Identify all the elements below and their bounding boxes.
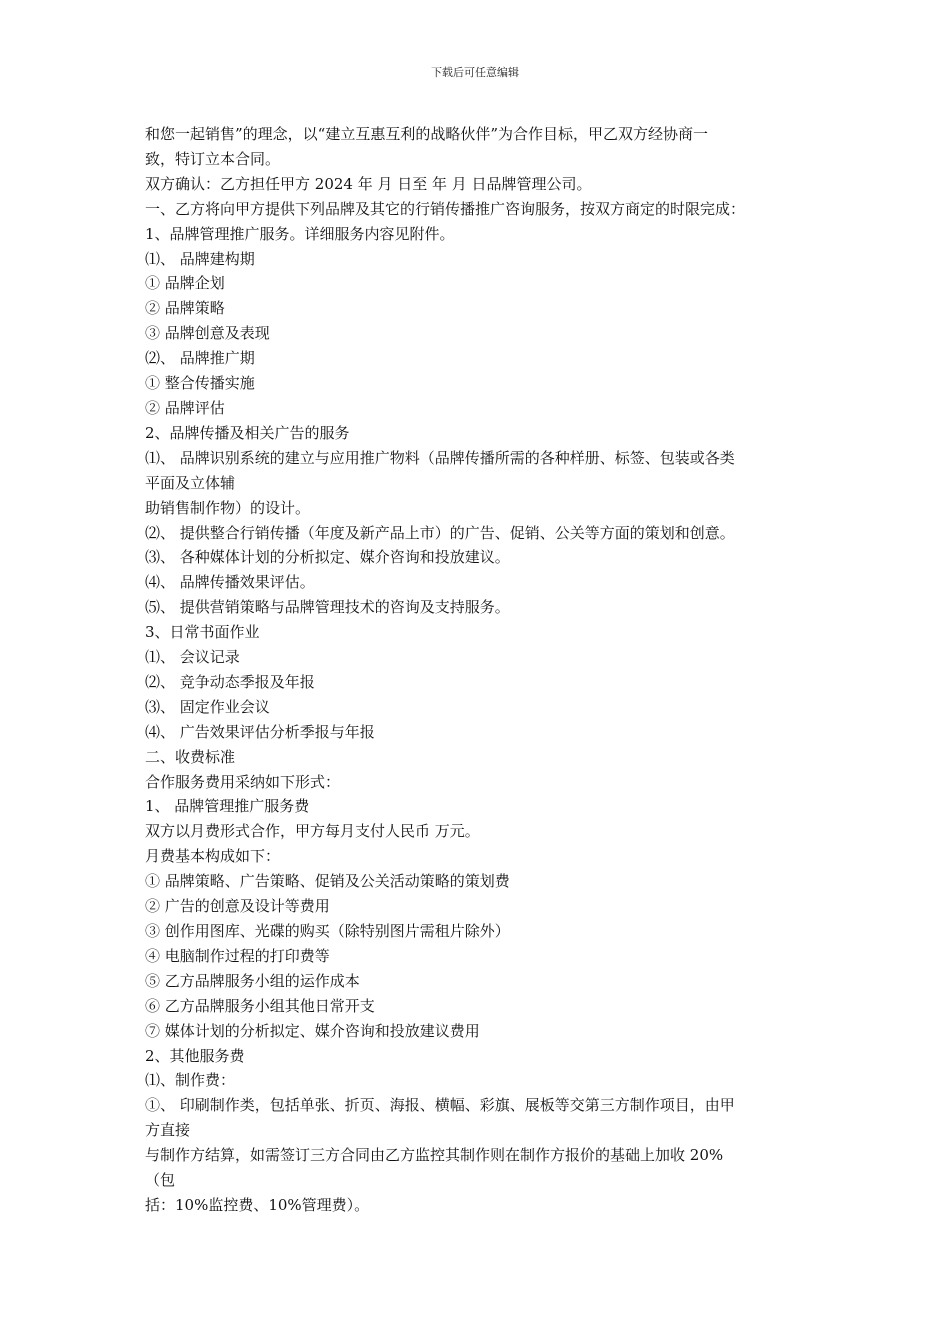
text-line: 2、品牌传播及相关广告的服务 <box>145 423 350 442</box>
text-line: 平面及立体辅 <box>145 473 236 492</box>
page-header: 下载后可任意编辑 <box>431 66 519 79</box>
text-line: （包 <box>145 1171 176 1190</box>
text-line: 与制作方结算，如需签订三方合同由乙方监控其制作则在制作方报价的基础上加收 20% <box>145 1146 724 1165</box>
text-line: 合作服务费用采纳如下形式： <box>145 772 341 791</box>
contract-body <box>145 122 813 1218</box>
text-line: 双方以月费形式合作，甲方每月支付人民币 万元。 <box>145 822 480 841</box>
list-item: ⑸、 提供营销策略与品牌管理技术的咨询及支持服务。 <box>145 598 510 617</box>
list-item: ⑴、 会议记录 <box>145 648 240 667</box>
list-item: ⑤ 乙方品牌服务小组的运作成本 <box>145 971 360 990</box>
section-heading: 二、收费标准 <box>145 747 236 766</box>
list-item: ② 品牌评估 <box>145 398 225 417</box>
text-line: 括：10%监控费、10%管理费）。 <box>145 1195 370 1214</box>
list-item: ① 品牌策略、广告策略、促销及公关活动策略的策划费 <box>145 872 510 891</box>
text-line: 月费基本构成如下： <box>145 847 281 866</box>
list-item: ⑴、制作费： <box>145 1071 236 1090</box>
list-item: ⑴、 品牌建构期 <box>145 249 255 268</box>
list-item: ② 品牌策略 <box>145 299 225 318</box>
text-line: 致，特订立本合同。 <box>145 149 281 168</box>
list-item: ⑴、 品牌识别系统的建立与应用推广物料（品牌传播所需的各种样册、标签、包装或各类 <box>145 448 735 467</box>
text-line: 3、日常书面作业 <box>145 623 260 642</box>
list-item: ① 品牌企划 <box>145 274 225 293</box>
list-item: ⑶、 固定作业会议 <box>145 697 270 716</box>
list-item: ④ 电脑制作过程的打印费等 <box>145 946 330 965</box>
list-item: ⑦ 媒体计划的分析拟定、媒介咨询和投放建议费用 <box>145 1021 480 1040</box>
list-item: ⑵、 提供整合行销传播（年度及新产品上市）的广告、促销、公关等方面的策划和创意。 <box>145 523 735 542</box>
list-item: ⑥ 乙方品牌服务小组其他日常开支 <box>145 996 375 1015</box>
list-item: ① 整合传播实施 <box>145 374 255 393</box>
list-item: ③ 创作用图库、光碟的购买（除特别图片需租片除外） <box>145 922 510 940</box>
section-heading: 一、乙方将向甲方提供下列品牌及其它的行销传播推广咨询服务，按双方商定的时限完成： <box>145 199 746 218</box>
list-item: ⑵、 竞争动态季报及年报 <box>145 672 315 691</box>
list-item: ⑶、 各种媒体计划的分析拟定、媒介咨询和投放建议。 <box>145 548 510 567</box>
list-item: ①、 印刷制作类，包括单张、折页、海报、横幅、彩旗、展板等交第三方制作项目，由甲 <box>145 1096 735 1115</box>
text-line: 和您一起销售”的理念，以“建立互惠互利的战略伙伴”为合作目标，甲乙双方经协商一 <box>145 125 709 143</box>
list-item: ⑵、 品牌推广期 <box>145 349 255 368</box>
text-line: 双方确认：乙方担任甲方 2024 年 月 日至 年 月 日品牌管理公司。 <box>145 174 592 193</box>
list-item: ⑷、 广告效果评估分析季报与年报 <box>145 722 375 741</box>
text-line: 1、 品牌管理推广服务费 <box>145 797 310 816</box>
list-item: ⑷、 品牌传播效果评估。 <box>145 573 315 592</box>
text-line: 助销售制作物）的设计。 <box>145 498 311 517</box>
list-item: ③ 品牌创意及表现 <box>145 324 270 343</box>
list-item: ② 广告的创意及设计等费用 <box>145 897 330 916</box>
text-line: 1、品牌管理推广服务。详细服务内容见附件。 <box>145 224 455 243</box>
text-line: 方直接 <box>145 1121 191 1140</box>
text-line: 2、其他服务费 <box>145 1046 245 1065</box>
